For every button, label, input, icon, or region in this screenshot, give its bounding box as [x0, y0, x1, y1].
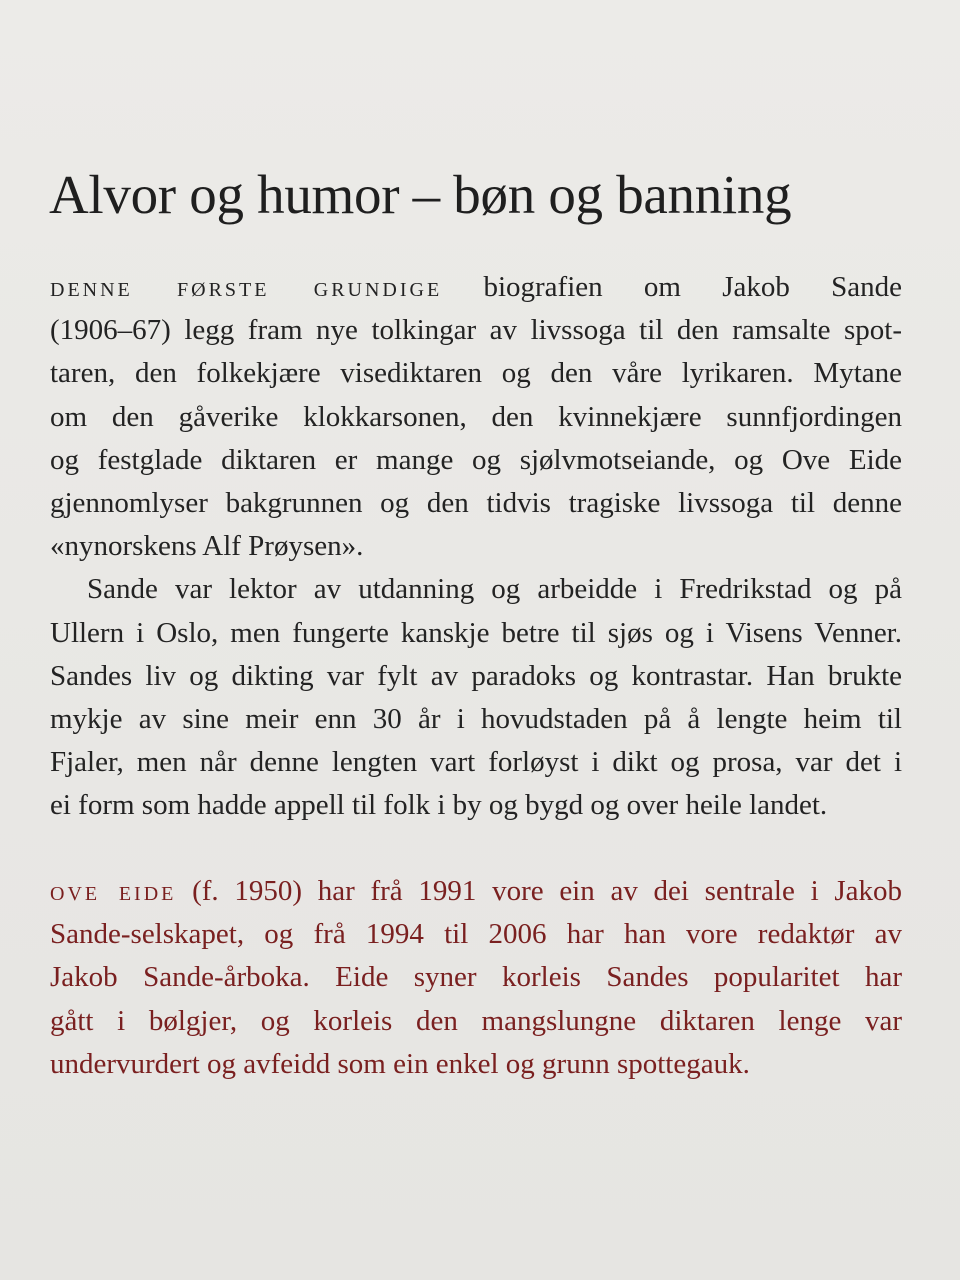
book-description [50, 266, 902, 827]
description-line-7: «nynorskens Alf Prøysen». [50, 530, 364, 563]
description-line-2: (1906–67) legg fram nye tolkingar av livssoga til den ramsalte spot- [50, 314, 902, 347]
paragraph2-line-6: ei form som hadde appell til folk i by og bygd og over heile landet. [50, 789, 828, 822]
description-line-4: om den gåverike klokkarsonen, den kvinnekjære sunnfjordingen [50, 400, 902, 433]
description-line-3: taren, den folkekjære visediktaren og den våre lyrikaren. Mytane [50, 357, 902, 390]
description-line-6: gjennomlyser bakgrunnen og den tidvis tragiske livssoga til denne [50, 486, 902, 519]
paragraph2-line-4: mykje av sine meir enn 30 år i hovudstaden på å lengte heim til [50, 702, 902, 735]
paragraph2-line-3: Sandes liv og dikting var fylt av paradoks og kontrastar. Han brukte [50, 659, 902, 692]
paragraph2-line-1: Sande var lektor av utdanning og arbeidde i Fredrikstad og på [87, 573, 902, 606]
bio-line-3: Jakob Sande-årboka. Eide syner korleis Sandes popularitet har [50, 961, 902, 994]
author-bio [50, 870, 902, 1086]
bio-line-1: ove eide (f. 1950) har frå 1991 vore ein av dei sentrale i Jakob [50, 875, 902, 907]
description-line-1: denne første grundige biografien om Jakob Sande [50, 271, 902, 303]
description-lead: denne første grundige [50, 271, 443, 303]
book-title: Alvor og humor – bøn og banning [49, 164, 792, 225]
bio-line-4: gått i bølgjer, og korleis den mangslungne diktaren lenge var [50, 1004, 902, 1037]
description-line-5: og festglade diktaren er mange og sjølvmotseiande, og Ove Eide [50, 443, 902, 476]
bio-lead: ove eide [50, 875, 177, 907]
bio-line-5: undervurdert og avfeidd som ein enkel og grunn spottegauk. [50, 1047, 750, 1080]
paragraph2-line-5: Fjaler, men når denne lengten vart forløyst i dikt og prosa, var det i [50, 746, 902, 779]
paragraph2-line-2: Ullern i Oslo, men fungerte kanskje betre til sjøs og i Visens Venner. [50, 616, 902, 649]
bio-line-2: Sande-selskapet, og frå 1994 til 2006 har han vore redaktør av [50, 918, 902, 951]
